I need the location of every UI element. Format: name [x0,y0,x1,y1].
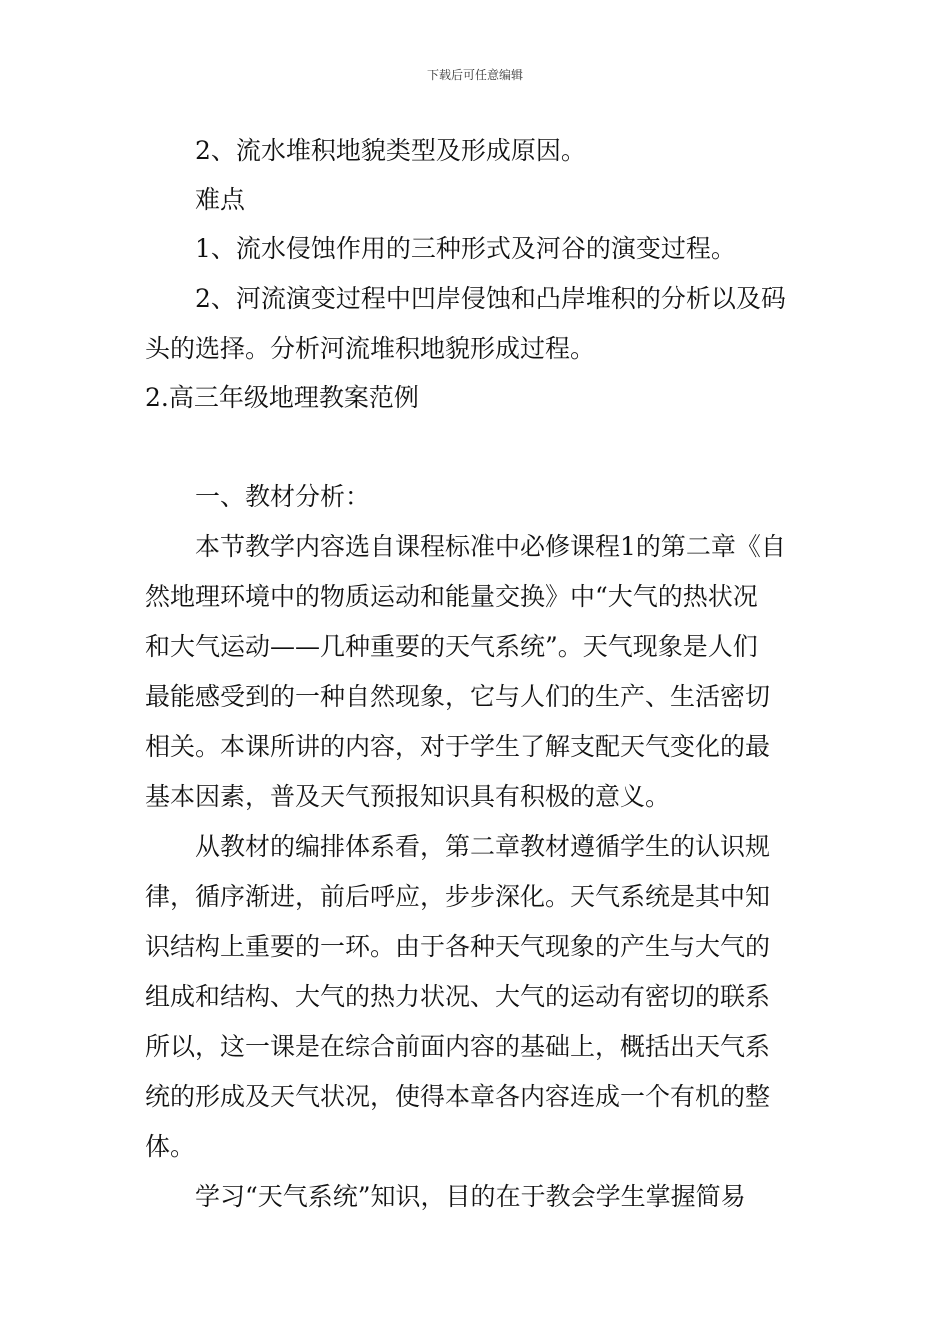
text-line: 识结构上重要的一环。由于各种天气现象的产生与大气的 [145,932,771,961]
subsection-heading: 一、教材分析： [195,482,371,511]
text-line: 2、河流演变过程中凹岸侵蚀和凸岸堆积的分析以及码 [195,284,786,313]
text-line: 组成和结构、大气的热力状况、大气的运动有密切的联系 [145,982,771,1011]
text-line: 1、流水侵蚀作用的三种形式及河谷的演变过程。 [195,234,736,263]
text-line: 难点 [195,185,246,214]
text-line: 律，循序渐进，前后呼应，步步深化。天气系统是其中知 [145,882,771,911]
text-line: 从教材的编排体系看，第二章教材遵循学生的认识规 [195,832,771,861]
text-line: 然地理环境中的物质运动和能量交换》中“大气的热状况 [145,582,758,611]
text-line: 相关。本课所讲的内容，对于学生了解支配天气变化的最 [145,732,771,761]
text-line: 本节教学内容选自课程标准中必修课程1的第二章《自 [195,532,786,561]
section-heading: 2.高三年级地理教案范例 [145,383,419,412]
text-line: 基本因素，普及天气预报知识具有积极的意义。 [145,782,671,811]
text-line: 统的形成及天气状况，使得本章各内容连成一个有机的整 [145,1082,771,1111]
text-line: 学习“天气系统”知识，目的在于教会学生掌握简易 [195,1182,746,1211]
text-line: 最能感受到的一种自然现象，它与人们的生产、生活密切 [145,682,771,711]
text-line: 和大气运动——几种重要的天气系统”。天气现象是人们 [145,632,758,661]
text-line: 体。 [145,1132,196,1161]
text-line: 所以，这一课是在综合前面内容的基础上，概括出天气系 [145,1032,771,1061]
text-line: 2、流水堆积地貌类型及形成原因。 [195,136,586,165]
page-header-note: 下载后可任意编辑 [426,68,523,82]
text-line: 头的选择。分析河流堆积地貌形成过程。 [145,334,596,363]
